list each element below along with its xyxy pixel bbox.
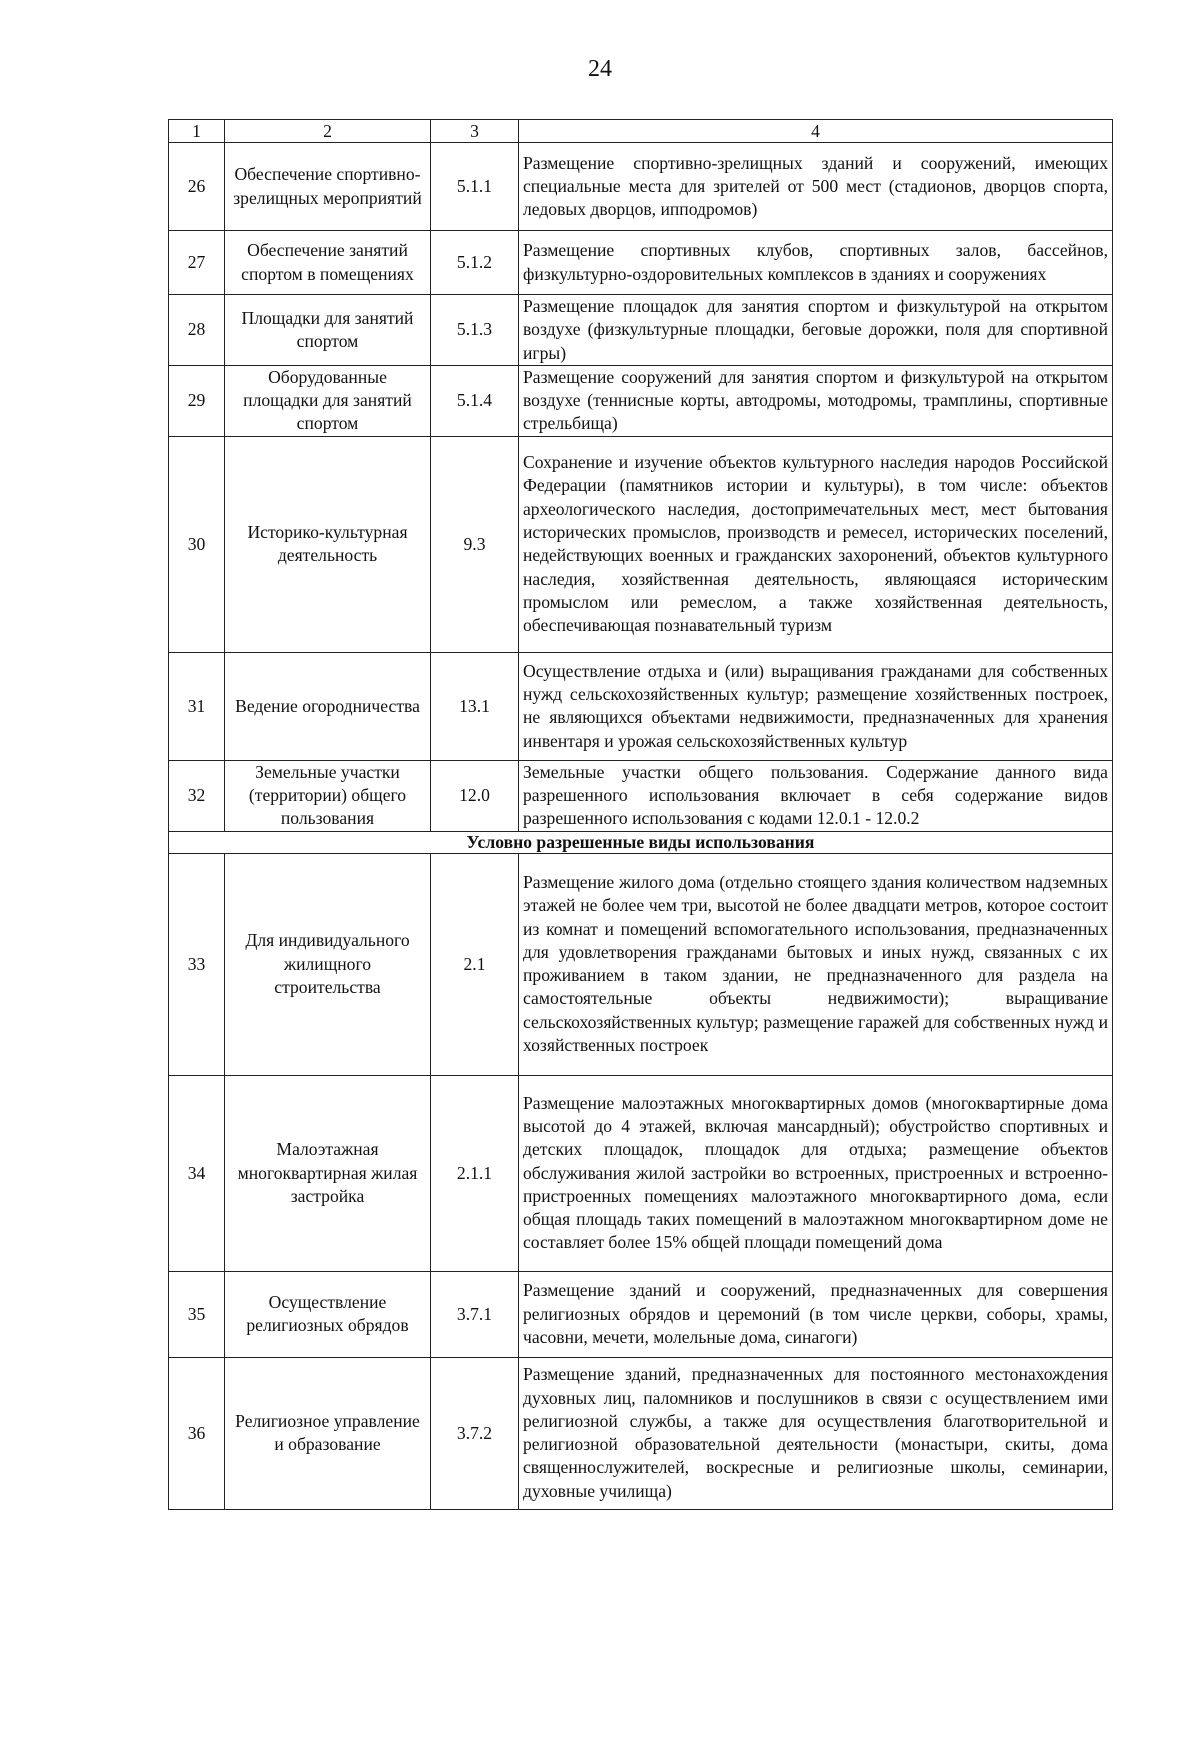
column-header: 2 — [225, 120, 431, 143]
row-number: 28 — [169, 295, 225, 366]
table-row — [169, 365, 1113, 436]
use-type-name: Оборудованные площадки для занятий спортом — [225, 365, 431, 436]
section-title: Условно разрешенные виды использования — [169, 831, 1113, 853]
column-header: 1 — [169, 120, 225, 143]
use-type-description: Размещение зданий, предназначенных для постоянного местонахождения духовных лиц, паломников и послушников в связи с осуществлением ими религиозной службы, а также для осуществления благотворительной и религиозной образовательной деятельности (монастыри, скиты, дома священнослужителей, воскресные и религиозные школы, семинарии, духовные училища) — [519, 1357, 1113, 1509]
row-number: 30 — [169, 436, 225, 652]
table-row — [169, 760, 1113, 831]
row-number: 27 — [169, 231, 225, 295]
table-row — [169, 295, 1113, 366]
use-type-name: Обеспечение спортивно-зрелищных мероприятий — [225, 143, 431, 231]
page-number: 24 — [588, 56, 612, 82]
table-header-row — [169, 120, 1113, 143]
use-type-code: 2.1 — [431, 853, 519, 1075]
use-type-name: Ведение огородничества — [225, 652, 431, 760]
use-type-description: Размещение малоэтажных многоквартирных домов (многоквартирные дома высотой до 4 этажей, включая мансардный); обустройство спортивных и детских площадок, площадок для отдыха; размещение объектов обслуживания жилой застройки во встроенных, пристроенных и встроенно-пристроенных помещениях малоэтажного многоквартирного дома, если общая площадь таких помещений в малоэтажном многоквартирном доме не составляет более 15% общей площади помещений дома — [519, 1075, 1113, 1271]
row-number: 35 — [169, 1271, 225, 1357]
section-header-row — [169, 831, 1113, 853]
use-type-code: 5.1.3 — [431, 295, 519, 366]
use-type-description: Размещение спортивных клубов, спортивных залов, бассейнов, физкультурно-оздоровительных комплексов в зданиях и сооружениях — [519, 231, 1113, 295]
table-row — [169, 436, 1113, 652]
row-number: 31 — [169, 652, 225, 760]
use-type-description: Осуществление отдыха и (или) выращивания гражданами для собственных нужд сельскохозяйственных культур; размещение хозяйственных построек, не являющихся объектами недвижимости, предназначенных для хранения инвентаря и урожая сельскохозяйственных культур — [519, 652, 1113, 760]
use-type-name: Для индивидуального жилищного строительства — [225, 853, 431, 1075]
use-type-description: Размещение спортивно-зрелищных зданий и сооружений, имеющих специальные места для зрителей от 500 мест (стадионов, дворцов спорта, ледовых дворцов, ипподромов) — [519, 143, 1113, 231]
table-row — [169, 1075, 1113, 1271]
row-number: 33 — [169, 853, 225, 1075]
row-number: 34 — [169, 1075, 225, 1271]
use-type-description: Размещение жилого дома (отдельно стоящего здания количеством надземных этажей не более чем три, высотой не более двадцати метров, которое состоит из комнат и помещений вспомогательного использования, предназначенных для удовлетворения гражданами бытовых и иных нужд, связанных с их проживанием в таком здании, не предназначенного для раздела на самостоятельные объекты недвижимости); выращивание сельскохозяйственных культур; размещение гаражей для собственных нужд и хозяйственных построек — [519, 853, 1113, 1075]
use-type-name: Осуществление религиозных обрядов — [225, 1271, 431, 1357]
table-row — [169, 1271, 1113, 1357]
use-type-code: 9.3 — [431, 436, 519, 652]
use-type-code: 13.1 — [431, 652, 519, 760]
use-type-code: 5.1.4 — [431, 365, 519, 436]
use-type-description: Размещение площадок для занятия спортом и физкультурой на открытом воздухе (физкультурные площадки, беговые дорожки, поля для спортивной игры) — [519, 295, 1113, 366]
use-type-description: Земельные участки общего пользования. Содержание данного вида разрешенного использования включает в себя содержание видов разрешенного использования с кодами 12.0.1 - 12.0.2 — [519, 760, 1113, 831]
use-type-code: 5.1.1 — [431, 143, 519, 231]
table-row — [169, 143, 1113, 231]
use-type-name: Малоэтажная многоквартирная жилая застройка — [225, 1075, 431, 1271]
row-number: 29 — [169, 365, 225, 436]
use-type-description: Сохранение и изучение объектов культурного наследия народов Российской Федерации (памятников истории и культуры), в том числе: объектов археологического наследия, достопримечательных мест, мест бытования исторических промыслов, производств и ремесел, исторических поселений, недействующих военных и гражданских захоронений, объектов культурного наследия, хозяйственная деятельность, являющаяся историческим промыслом или ремеслом, а также хозяйственная деятельность, обеспечивающая познавательный туризм — [519, 436, 1113, 652]
land-use-table — [168, 119, 1113, 1510]
table-row — [169, 231, 1113, 295]
column-header: 3 — [431, 120, 519, 143]
use-type-name: Обеспечение занятий спортом в помещениях — [225, 231, 431, 295]
use-type-description: Размещение сооружений для занятия спортом и физкультурой на открытом воздухе (теннисные корты, автодромы, мотодромы, трамплины, спортивные стрельбища) — [519, 365, 1113, 436]
row-number: 36 — [169, 1357, 225, 1509]
use-type-name: Площадки для занятий спортом — [225, 295, 431, 366]
table-row — [169, 652, 1113, 760]
use-type-name: Религиозное управление и образование — [225, 1357, 431, 1509]
use-type-name: Историко-культурная деятельность — [225, 436, 431, 652]
use-type-description: Размещение зданий и сооружений, предназначенных для совершения религиозных обрядов и церемоний (в том числе церкви, соборы, храмы, часовни, мечети, молельные дома, синагоги) — [519, 1271, 1113, 1357]
use-type-code: 3.7.2 — [431, 1357, 519, 1509]
row-number: 26 — [169, 143, 225, 231]
table-row — [169, 853, 1113, 1075]
use-type-code: 5.1.2 — [431, 231, 519, 295]
use-type-name: Земельные участки (территории) общего пользования — [225, 760, 431, 831]
use-type-code: 12.0 — [431, 760, 519, 831]
table-row — [169, 1357, 1113, 1509]
row-number: 32 — [169, 760, 225, 831]
use-type-code: 2.1.1 — [431, 1075, 519, 1271]
column-header: 4 — [519, 120, 1113, 143]
use-type-code: 3.7.1 — [431, 1271, 519, 1357]
